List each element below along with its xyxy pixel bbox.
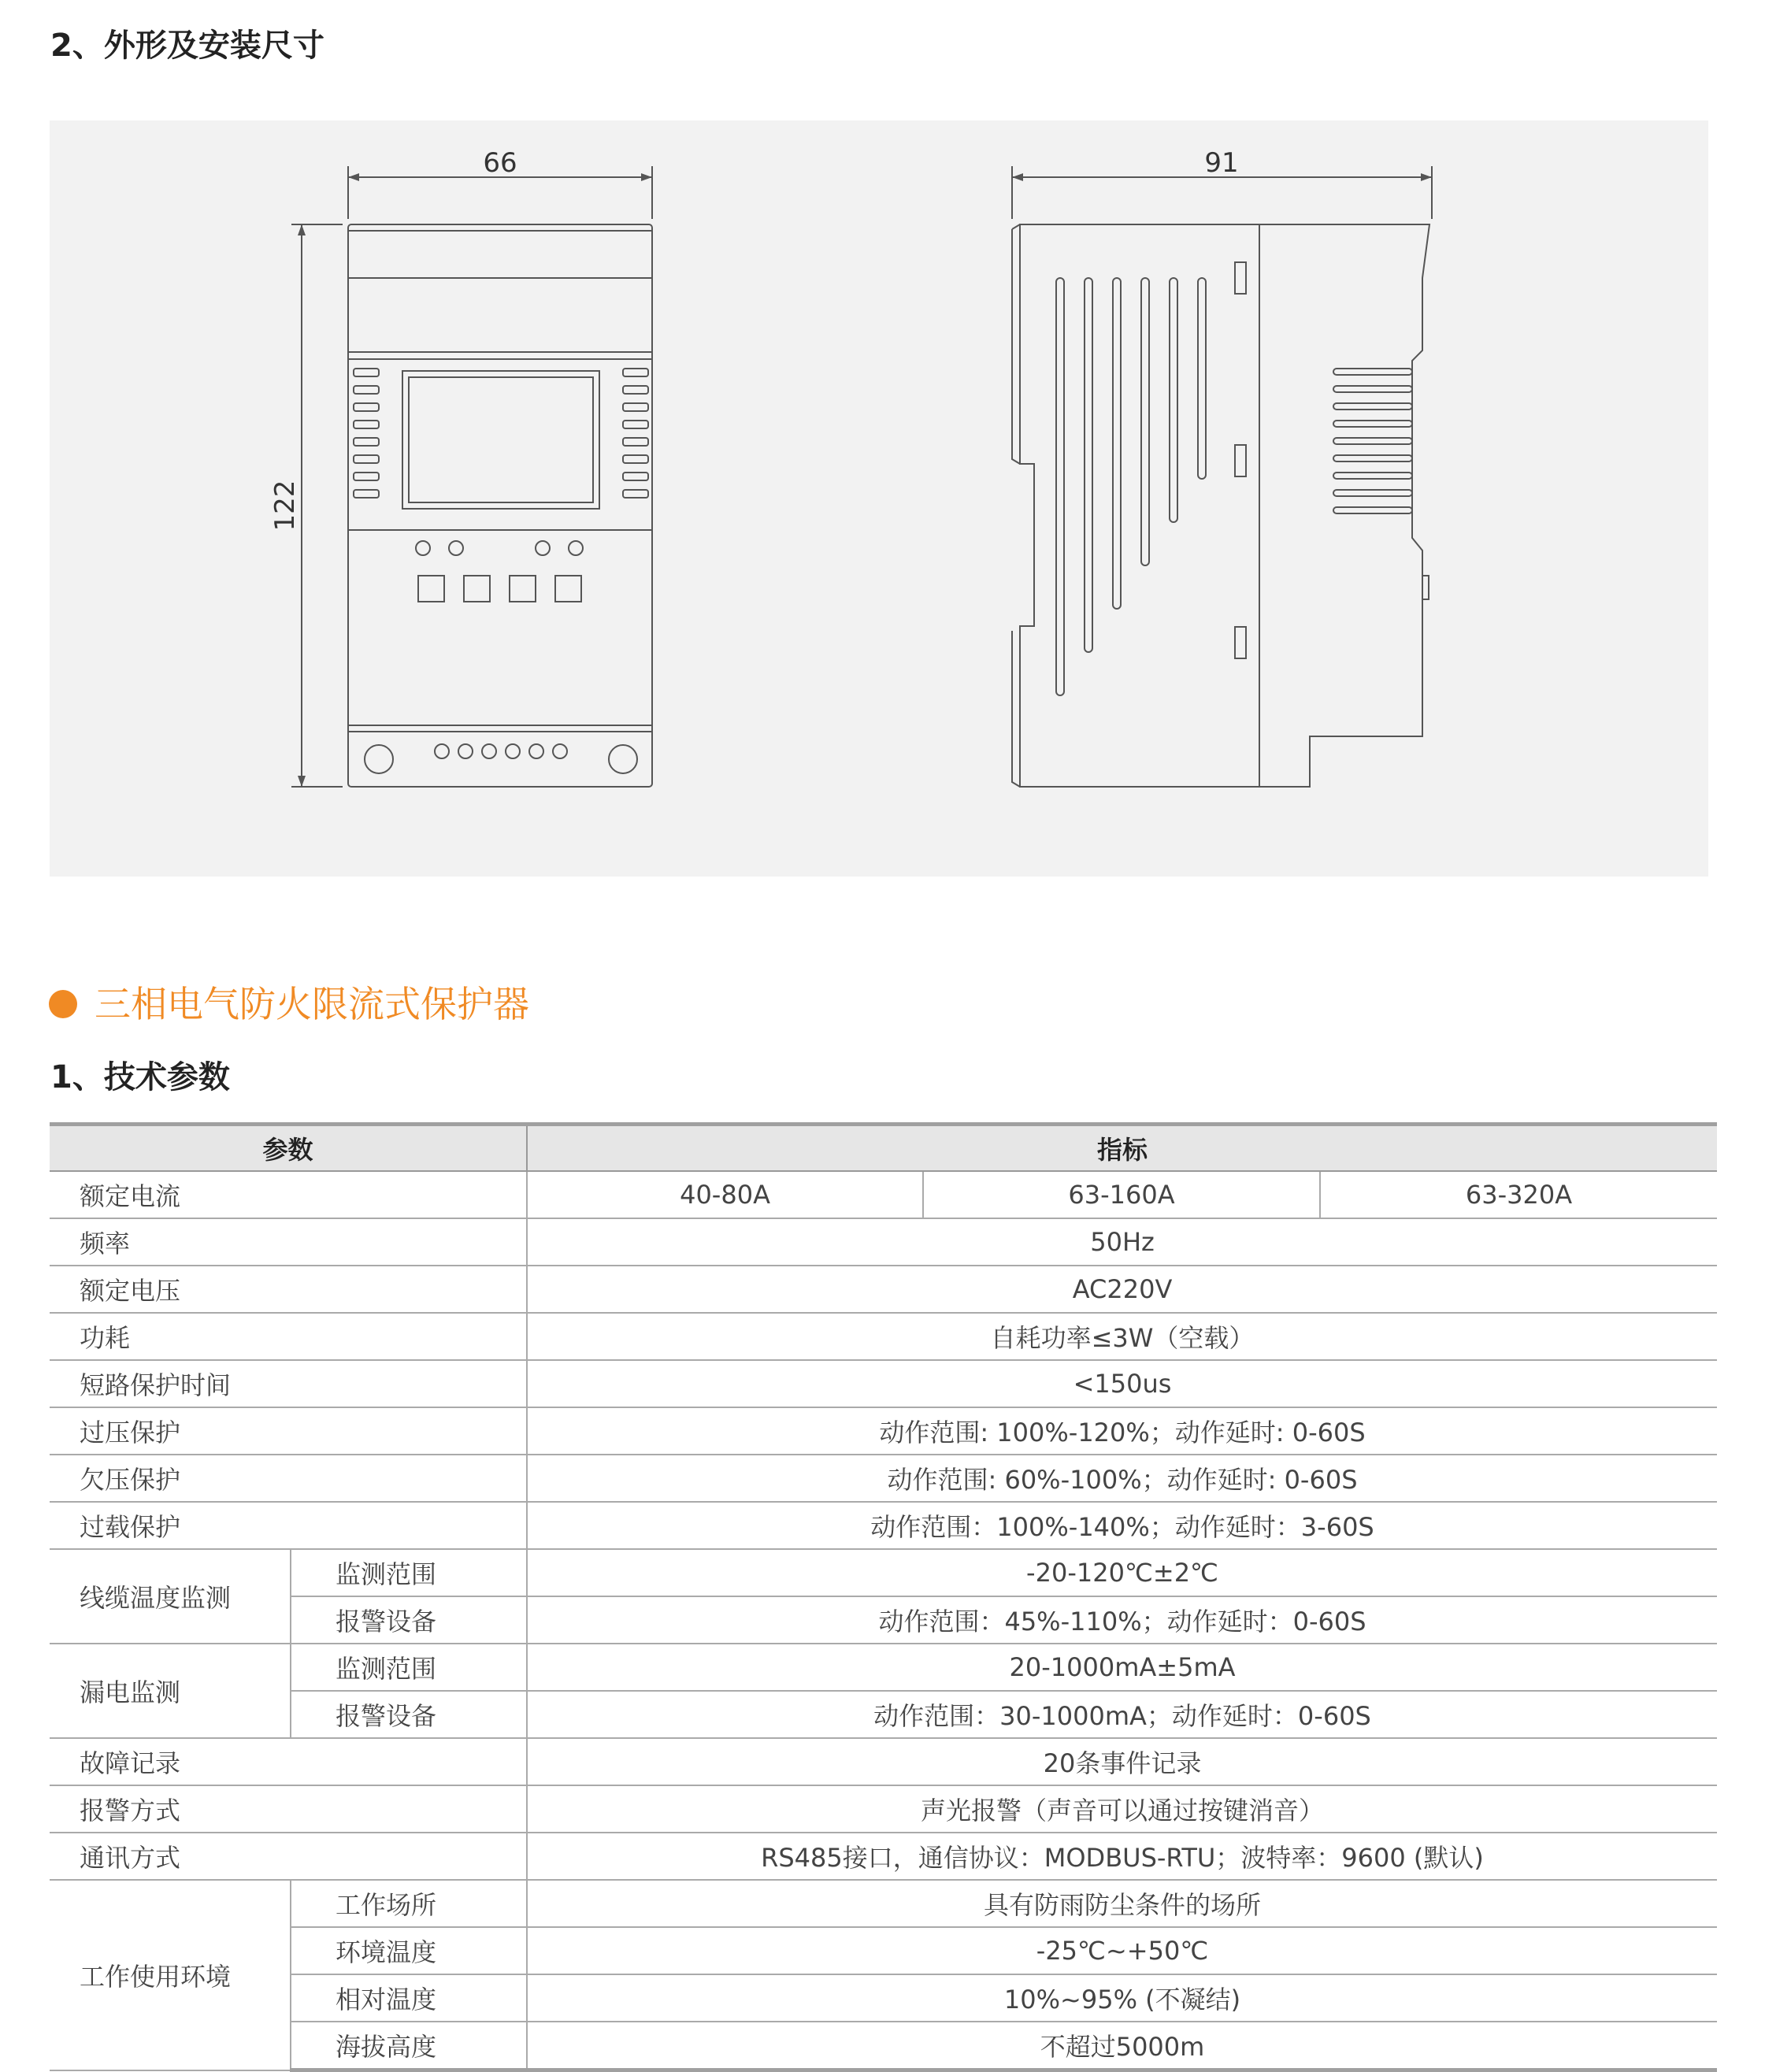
row-name: 通讯方式 [50,1833,527,1880]
row-name: 欠压保护 [50,1455,527,1502]
row-value: <150us [527,1360,1717,1407]
row-name: 过载保护 [50,1502,527,1549]
table-row [50,1880,1717,1927]
spec-heading: 1、技术参数 [50,1059,230,1095]
table-row [50,1407,1717,1455]
row-name: 频率 [50,1218,527,1266]
rated-current-value: 63-320A [1320,1171,1717,1218]
product-title-row [49,977,529,1032]
row-value: 动作范围：45%-110%；动作延时：0-60S [527,1596,1717,1644]
table-row [50,1596,1717,1644]
table-row [50,1218,1717,1266]
table-header-row [50,1125,1717,1172]
row-value: -25℃~+50℃ [527,1927,1717,1974]
side-width-label: 91 [1204,147,1239,179]
rated-current-value: 40-80A [527,1171,923,1218]
side-view [1012,147,1432,787]
row-value: 不超过5000m [527,2022,1717,2070]
spec-table [50,1122,1717,2072]
table-row [50,1313,1717,1360]
row-value: 20条事件记录 [527,1738,1717,1785]
row-value: 20-1000mA±5mA [527,1644,1717,1691]
row-name: 额定电压 [50,1266,527,1313]
group-name: 工作使用环境 [50,1880,291,2070]
header-index: 指标 [527,1125,1717,1172]
table-row [50,1644,1717,1691]
row-value: RS485接口，通信协议：MODBUS-RTU；波特率：9600 (默认) [527,1833,1717,1880]
table-row [50,1691,1717,1738]
table-row [50,1833,1717,1880]
row-name: 过压保护 [50,1407,527,1455]
table-row [50,1974,1717,2022]
table-row [50,1738,1717,1785]
row-value: 动作范围：100%-140%；动作延时：3-60S [527,1502,1717,1549]
front-view [269,147,652,787]
row-value: 10%~95% (不凝结) [527,1974,1717,2022]
height-label: 122 [269,480,301,532]
row-name: 额定电流 [50,1171,527,1218]
row-value: AC220V [527,1266,1717,1313]
row-value: -20-120℃±2℃ [527,1549,1717,1596]
row-value: 动作范围：30-1000mA；动作延时：0-60S [527,1691,1717,1738]
table-row [50,1455,1717,1502]
row-name: 故障记录 [50,1738,527,1785]
table-row [50,1549,1717,1596]
table-row [50,2022,1717,2070]
sub-name: 工作场所 [291,1880,527,1927]
table-row [50,1266,1717,1313]
dimension-drawing [50,120,1708,877]
bullet-dot-icon [49,990,77,1018]
header-param: 参数 [50,1125,527,1172]
group-name: 线缆温度监测 [50,1549,291,1644]
sub-name: 监测范围 [291,1644,527,1691]
row-value: 动作范围: 100%-120%；动作延时: 0-60S [527,1407,1717,1455]
table-row [50,1502,1717,1549]
sub-name: 报警设备 [291,1691,527,1738]
sub-name: 报警设备 [291,1596,527,1644]
front-width-label: 66 [483,147,517,179]
row-name: 报警方式 [50,1785,527,1833]
product-title: 三相电气防火限流式保护器 [95,983,529,1025]
table-row [50,1927,1717,1974]
row-value: 具有防雨防尘条件的场所 [527,1880,1717,1927]
sub-name: 监测范围 [291,1549,527,1596]
dimension-drawing-panel [50,120,1708,877]
row-value: 声光报警（声音可以通过按键消音） [527,1785,1717,1833]
table-row [50,1785,1717,1833]
dimensions-heading: 2、外形及安装尺寸 [50,28,324,64]
sub-name: 环境温度 [291,1927,527,1974]
row-value: 50Hz [527,1218,1717,1266]
table-row [50,1171,1717,1218]
table-row [50,1360,1717,1407]
row-name: 功耗 [50,1313,527,1360]
sub-name: 海拔高度 [291,2022,527,2070]
row-name: 短路保护时间 [50,1360,527,1407]
group-name: 漏电监测 [50,1644,291,1738]
rated-current-value: 63-160A [923,1171,1320,1218]
row-value: 动作范围: 60%-100%；动作延时: 0-60S [527,1455,1717,1502]
sub-name: 相对温度 [291,1974,527,2022]
row-value: 自耗功率≤3W（空载） [527,1313,1717,1360]
